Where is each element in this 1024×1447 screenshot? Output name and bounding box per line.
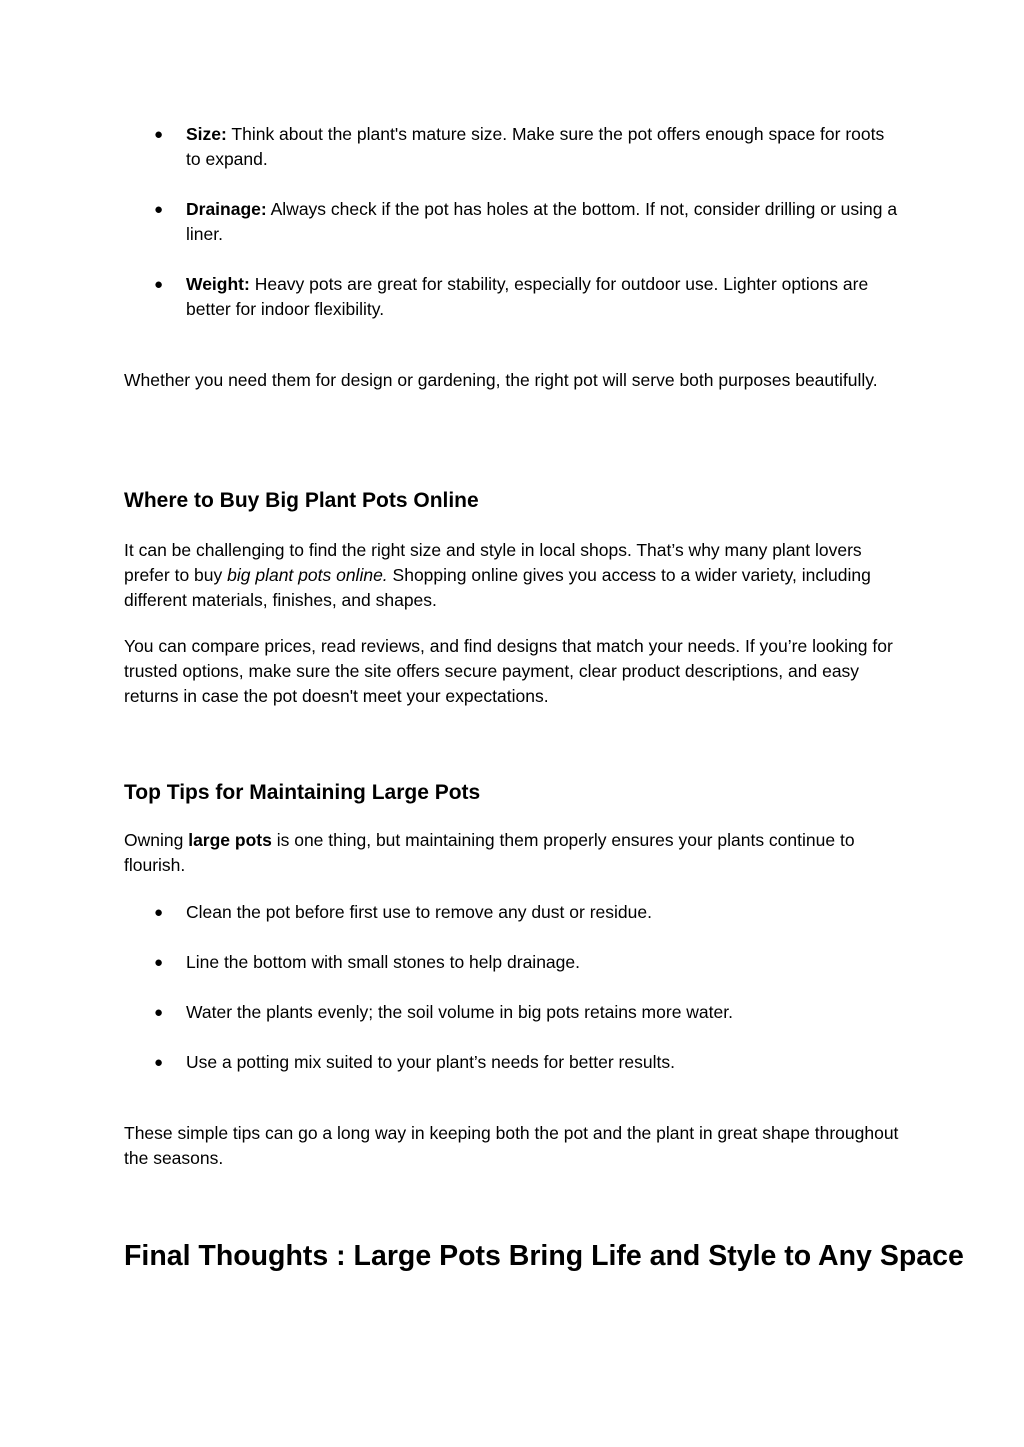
list-item-label: Drainage: (186, 199, 267, 219)
paragraph-bold: large pots (188, 830, 272, 850)
section-heading-buy-online: Where to Buy Big Plant Pots Online (124, 489, 479, 512)
paragraph-text: Shopping online gives you access to a wider variety, including different materials, finishes, and shapes. (124, 565, 871, 610)
final-thoughts-heading (124, 1238, 964, 1274)
final-heading-rest: Large Pots Bring Life and Style to Any Space (345, 1240, 964, 1272)
paragraph-design-gardening: Whether you need them for design or gardening, the right pot will serve both purposes beautifully. (124, 370, 878, 390)
bullet-icon: ● (154, 1004, 164, 1021)
list-item-text: Clean the pot before first use to remove any dust or residue. (186, 902, 652, 922)
paragraph-tips-intro (124, 828, 904, 878)
list-item-text: Use a potting mix suited to your plant’s needs for better results. (186, 1052, 675, 1072)
list-item-label: Size: (186, 124, 227, 144)
list-item-text: Water the plants evenly; the soil volume in big pots retains more water. (186, 1002, 733, 1022)
section-heading-tips: Top Tips for Maintaining Large Pots (124, 781, 481, 804)
paragraph-compare-prices: You can compare prices, read reviews, and find designs that match your needs. If you’re looking for trusted options, make sure the site offers secure payment, clear product descriptions, and easy returns in case the pot doesn't meet your expectations. (124, 636, 893, 706)
bullet-icon: ● (154, 904, 164, 921)
final-heading-bold: Final Thoughts : (124, 1240, 346, 1272)
list-item-text (186, 122, 901, 172)
list-item-body: Heavy pots are great for stability, especially for outdoor use. Lighter options are better for indoor flexibility. (186, 274, 869, 319)
paragraph-text: It can be challenging to find the right size and style in local shops. That’s why many plant lovers prefer to buy (124, 540, 862, 585)
bullet-icon: ● (154, 954, 164, 971)
list-item-body: Think about the plant's mature size. Make sure the pot offers enough space for roots to expand. (186, 124, 885, 169)
bullet-icon: ● (154, 201, 164, 218)
paragraph-emphasis: big plant pots online. (227, 565, 388, 585)
paragraph-text: Owning (124, 830, 189, 850)
bullet-icon: ● (154, 126, 164, 143)
paragraph-tips-closing: These simple tips can go a long way in keeping both the pot and the plant in great shape throughout the seasons. (124, 1123, 899, 1168)
paragraph-text: is one thing, but maintaining them properly ensures your plants continue to flourish. (124, 830, 855, 875)
bullet-icon: ● (154, 276, 164, 293)
list-item-text: Line the bottom with small stones to help drainage. (186, 952, 580, 972)
paragraph-buy-online (124, 538, 904, 613)
list-item-label: Weight: (186, 274, 250, 294)
list-item-text (186, 197, 901, 247)
list-item-body: Always check if the pot has holes at the bottom. If not, consider drilling or using a liner. (186, 199, 898, 244)
bullet-icon: ● (154, 1054, 164, 1071)
list-item-text (186, 272, 901, 322)
